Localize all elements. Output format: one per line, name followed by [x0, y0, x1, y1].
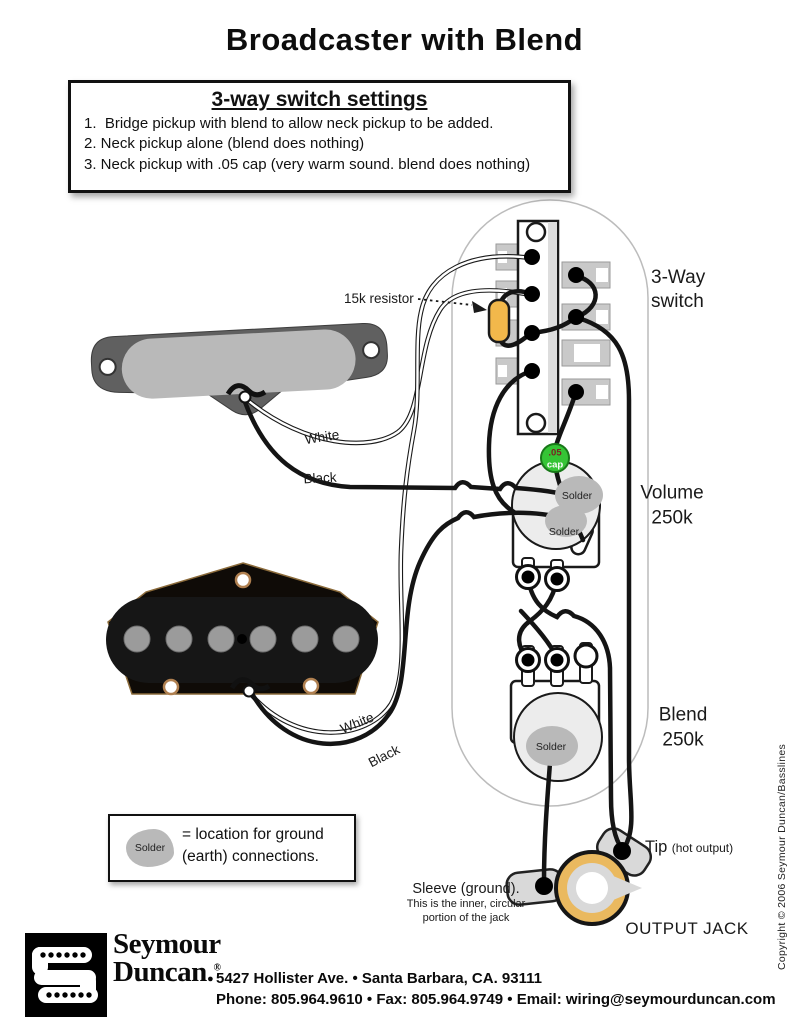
cap-value-label: .05 [548, 447, 562, 459]
bridge-pickup [106, 563, 378, 694]
neck-wire-eyelet [240, 392, 251, 403]
neck-pickup-cover [120, 328, 357, 400]
neck-pickup [90, 322, 390, 422]
bridge-black-label: Black [365, 741, 403, 771]
brand-line2: Duncan.® [113, 955, 221, 988]
volume-solder-label-2: Solder [548, 526, 580, 538]
sleeve-label-title: Sleeve (ground). [412, 881, 520, 897]
blend-label-line2: 250k [662, 729, 704, 750]
sleeve-label-note2: portion of the jack [422, 911, 510, 924]
legend-text-line1: = location for ground [182, 826, 324, 843]
cap-unit-label: cap [546, 459, 564, 471]
jack-tip-dot [613, 842, 631, 860]
neck-black-label: Black [303, 469, 337, 487]
copyright-vertical: Copyright © 2006 Seymour Duncan/Basslines [776, 743, 788, 971]
sleeve-label-note1: This is the inner, circular [406, 898, 526, 911]
brand-name [113, 928, 221, 988]
settings-item-2: 2. Neck pickup alone (blend does nothing) [84, 135, 365, 153]
output-jack [505, 824, 655, 924]
footer-contact: Phone: 805.964.9610 • Fax: 805.964.9749 • Email: wiring@seymourduncan.com [216, 991, 776, 1008]
switch-mount-hole-top [527, 223, 545, 241]
legend-text [182, 824, 324, 869]
settings-title: 3-way switch settings [211, 88, 428, 111]
registered-mark: ® [213, 961, 221, 973]
output-jack-label: OUTPUT JACK [625, 919, 749, 938]
blend-label-line1: Blend [658, 704, 708, 726]
tip-label [645, 838, 733, 857]
settings-item-3: 3. Neck pickup with .05 cap (very warm sound. blend does nothing) [84, 155, 531, 173]
sleeve-label [407, 881, 526, 925]
bridge-mount-hole-right [304, 679, 318, 693]
volume-solder-label-1: Solder [561, 490, 593, 502]
bridge-wire-eyelet [244, 686, 255, 697]
bridge-mount-hole-left [164, 680, 178, 694]
volume-label [640, 481, 703, 530]
blend-solder-label: Solder [535, 741, 567, 753]
legend-text-line2: (earth) connections. [182, 848, 319, 866]
legend-solder-blob [126, 829, 174, 867]
logo-s-icon [25, 933, 107, 1017]
settings-item-1: 1. Bridge pickup with blend to allow neck pickup to be added. [84, 115, 494, 132]
legend-solder-label: Solder [134, 842, 166, 854]
seymour-duncan-logo [25, 933, 107, 1017]
neck-mount-hole-left [99, 359, 116, 376]
bridge-mount-hole-top [236, 573, 250, 587]
blend-label [659, 703, 708, 752]
tip-label-note: (hot output) [671, 841, 734, 855]
switch-settings-box [68, 80, 571, 193]
jack-hole [576, 872, 608, 904]
neck-white-label: White [303, 426, 341, 448]
legend-box [108, 814, 356, 882]
resistor-label: 15k resistor [344, 291, 414, 306]
page-title: Broadcaster with Blend [225, 22, 584, 57]
blend-empty-lug [575, 645, 597, 667]
volume-label-line2: 250k [651, 507, 693, 528]
bridge-white-label: White [338, 709, 376, 737]
resistor-15k [489, 300, 509, 342]
switch-label-line1: 3-Way [651, 267, 706, 288]
switch-label-line2: switch [651, 290, 704, 312]
brand-line1: Seymour [113, 928, 221, 960]
jack-sleeve-dot [535, 877, 553, 895]
volume-label-line1: Volume [640, 482, 704, 504]
switch-label [651, 266, 705, 314]
footer-address: 5427 Hollister Ave. • Santa Barbara, CA. 93111 [216, 970, 542, 987]
neck-mount-hole-right [363, 342, 380, 359]
tip-label-main: Tip [645, 838, 668, 856]
switch-mount-hole-bottom [527, 414, 545, 432]
